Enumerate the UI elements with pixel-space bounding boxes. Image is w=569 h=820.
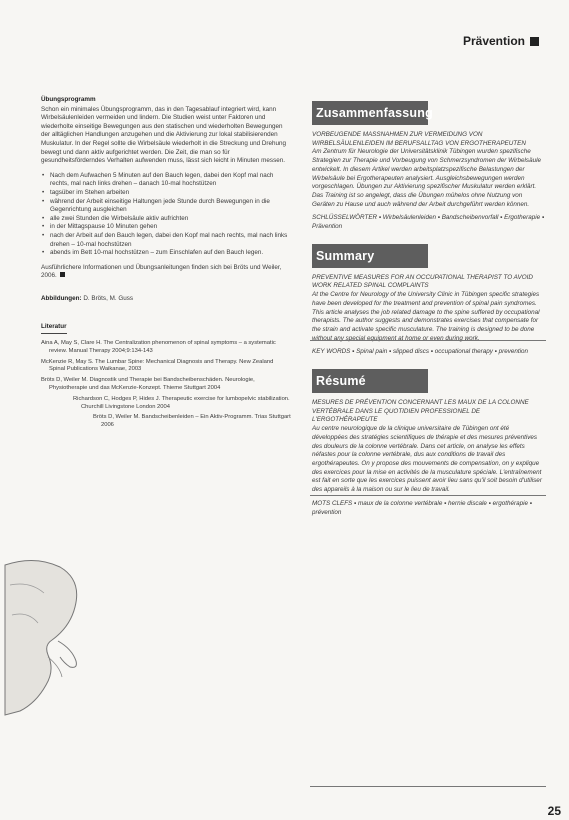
list-item: • in der Mittagspause 10 Minuten gehen xyxy=(41,223,291,232)
page-number: 25 xyxy=(547,804,561,818)
section-title: Prävention xyxy=(462,34,525,48)
keywords: MOTS CLEFS ▪ maux de la colonne vertébrale ▪ hernie discale ▪ ergothérapie ▪ prévention xyxy=(312,499,532,516)
abstract-title: VORBEUGENDE MASSNAHMEN ZUR VERMEIDUNG VON WIRBELSÄULENLEIDEN IM BERUFSALLTAG VON ERGOTHERAPEUTEN xyxy=(312,131,526,147)
credits-value: D. Bröts, M. Guss xyxy=(83,294,134,302)
abstract-german xyxy=(312,101,546,232)
hand-illustration xyxy=(0,545,200,735)
program-heading: Übungsprogramm xyxy=(41,96,96,103)
list-item: • abends im Bett 10-mal hochstützen – zum Einschlafen auf den Bauch legen. xyxy=(41,249,291,258)
section-banner: Summary xyxy=(312,244,428,268)
more-info-text: Ausführlichere Informationen und Übungsanleitungen finden sich bei Bröts und Weiler, 2006. xyxy=(41,263,282,280)
abstract-body: At the Centre for Neurology of the University Clinic in Tübingen specific strategies have been developed for the treatment and prevention of spinal pain syndromes. This article analyses the job related damage to the spine suffered by occupational therapists. The author suggests and demonstrates exercises that compensate for the strain and activate specific musculature. The training is designed to be done without any special equipment at home or even during work. xyxy=(312,291,540,342)
list-item: • alle zwei Stunden die Wirbelsäule aktiv aufrichten xyxy=(41,215,291,224)
reference-item: Bröts D, Weiler M. Bandscheibenleiden – Ein Aktiv-Programm. Trias Stuttgart 2006 xyxy=(93,414,291,429)
list-item: • nach der Arbeit auf den Bauch legen, dabei den Kopf mal nach rechts, mal nach links drehen – 10-mal hochstützen xyxy=(41,232,291,249)
abstract-body: Au centre neurologique de la clinique universitaire de Tübingen ont été développées des stratégies scientifiques de thérapie et des mesures préventives des douleurs de la colonne vertébrale. Dans cet article, on analyse les effets néfastes pour la colonne vertébrale, dus aux conditions de travail des ergothérapeutes. On y propose des mouvements de compensation, on y explique des exercices pour la mise en activités de la musculature spéciale. L'entraînement est fait en sorte que les exercices puissent avoir lieu sans qu'il soit besoin d'utiliser des appareils à la maison ou sur le lieu de travail. xyxy=(312,425,542,494)
list-item: • tagsüber im Stehen arbeiten xyxy=(41,189,291,198)
section-banner: Résumé xyxy=(312,369,428,393)
image-credits xyxy=(41,295,291,304)
main-text-column xyxy=(41,96,291,433)
end-square-icon xyxy=(60,272,65,277)
reference-item: McKenzie R, May S. The Lumbar Spine: Mechanical Diagnosis and Therapy. New Zealand Spinal Publications Waikanae, 2003 xyxy=(41,358,274,373)
keywords: SCHLÜSSELWÖRTER ▪ Wirbelsäulenleiden ▪ Bandscheibenvorfall ▪ Ergotherapie ▪ Prävention xyxy=(312,214,545,231)
running-header xyxy=(463,34,539,48)
list-item: • während der Arbeit einseitige Haltungen jede Stunde durch Bewegungen in die Gegenrichtung ausgleichen xyxy=(41,198,291,215)
abstract-body: Am Zentrum für Neurologie der Universitätsklinik Tübingen wurden spezifische Strategien zur Therapie und Vorbeugung von Schmerzsyndromen der Wirbelsäule entwickelt. In diesem Artikel werden arbeitsplatzspezifische Belastungen der Wirbelsäule bei Ergotherapeuten analysiert. Ausgleichsbewegungen werden vorgeschlagen. Übungen zur Aktivierung spezifischer Muskulatur werden erklärt. Das Training ist so angelegt, dass die Übungen mühelos ohne Nutzung von Geräten zu Hause und auch während der Arbeit durchgeführt werden können. xyxy=(312,148,541,208)
more-info xyxy=(41,264,291,281)
section-banner: Zusammenfassung xyxy=(312,101,428,125)
list-item: • Nach dem Aufwachen 5 Minuten auf den Bauch legen, dabei den Kopf mal nach rechts, mal nach links drehen – danach 10-mal hochstützen xyxy=(41,172,291,189)
keywords: KEY WORDS ▪ Spinal pain ▪ slipped discs ▪ occupational therapy ▪ prevention xyxy=(312,348,529,356)
abstract-title: PREVENTIVE MEASURES FOR AN OCCUPATIONAL THERAPIST TO AVOID WORK RELATED SPINAL COMPLAINTS xyxy=(312,273,533,290)
reference-item: Aina A, May S, Clare H. The Centralization phenomenon of spinal symptoms – a systematic review. Manual Therapy 2004;9:134-143 xyxy=(41,340,276,354)
literature-heading: Literatur xyxy=(41,323,67,334)
program-text: Schon ein minimales Übungsprogramm, das in den Tagesablauf integriert wird, kann Wirbelsäulenleiden vermeiden und lindern. Die Studien weist unter Faktoren und wiederholte einseitige Bewegungen aus den statischen und wiederholten Bewegungen der alltäglichen Handlungen anzugehen und die Aktivierung zur lokal stabilisierenden Muskulatur. In der Regel sollte die Wirbelsäule wiederholt in die Streckung und Drehung bewegt und dann aktiv aufgerichtet werden. Die Zeit, die man so für gesundheitsförderndes Verhalten aufwenden muss, lässt sich leicht in Minuten messen. xyxy=(41,105,287,165)
square-marker-icon xyxy=(530,37,539,46)
credits-label: Abbildungen: xyxy=(41,294,82,302)
exercise-list xyxy=(41,172,291,258)
reference-list xyxy=(41,340,291,430)
column-rule xyxy=(310,786,546,787)
column-rule xyxy=(310,340,546,341)
column-rule xyxy=(310,495,546,496)
reference-item: Richardson C, Hodges P, Hides J. Therapeutic exercise for lumbopelvic stabilization. Churchill Livingstone London 2004 xyxy=(73,395,290,410)
abstract-title: MESURES DE PRÉVENTION CONCERNANT LES MAUX DE LA COLONNE VERTÉBRALE DANS LE QUOTIDIEN PROFESSIONEL DE L'ERGOTHÉRAPEUTE xyxy=(312,399,529,424)
reference-item: Bröts D, Weiler M. Diagnostik und Therapie bei Bandscheibenschäden. Neurologie, Physiotherapie und das McKenzie-Konzept. Thieme Stuttgart 2004 xyxy=(41,377,255,392)
abstract-column xyxy=(312,101,546,529)
